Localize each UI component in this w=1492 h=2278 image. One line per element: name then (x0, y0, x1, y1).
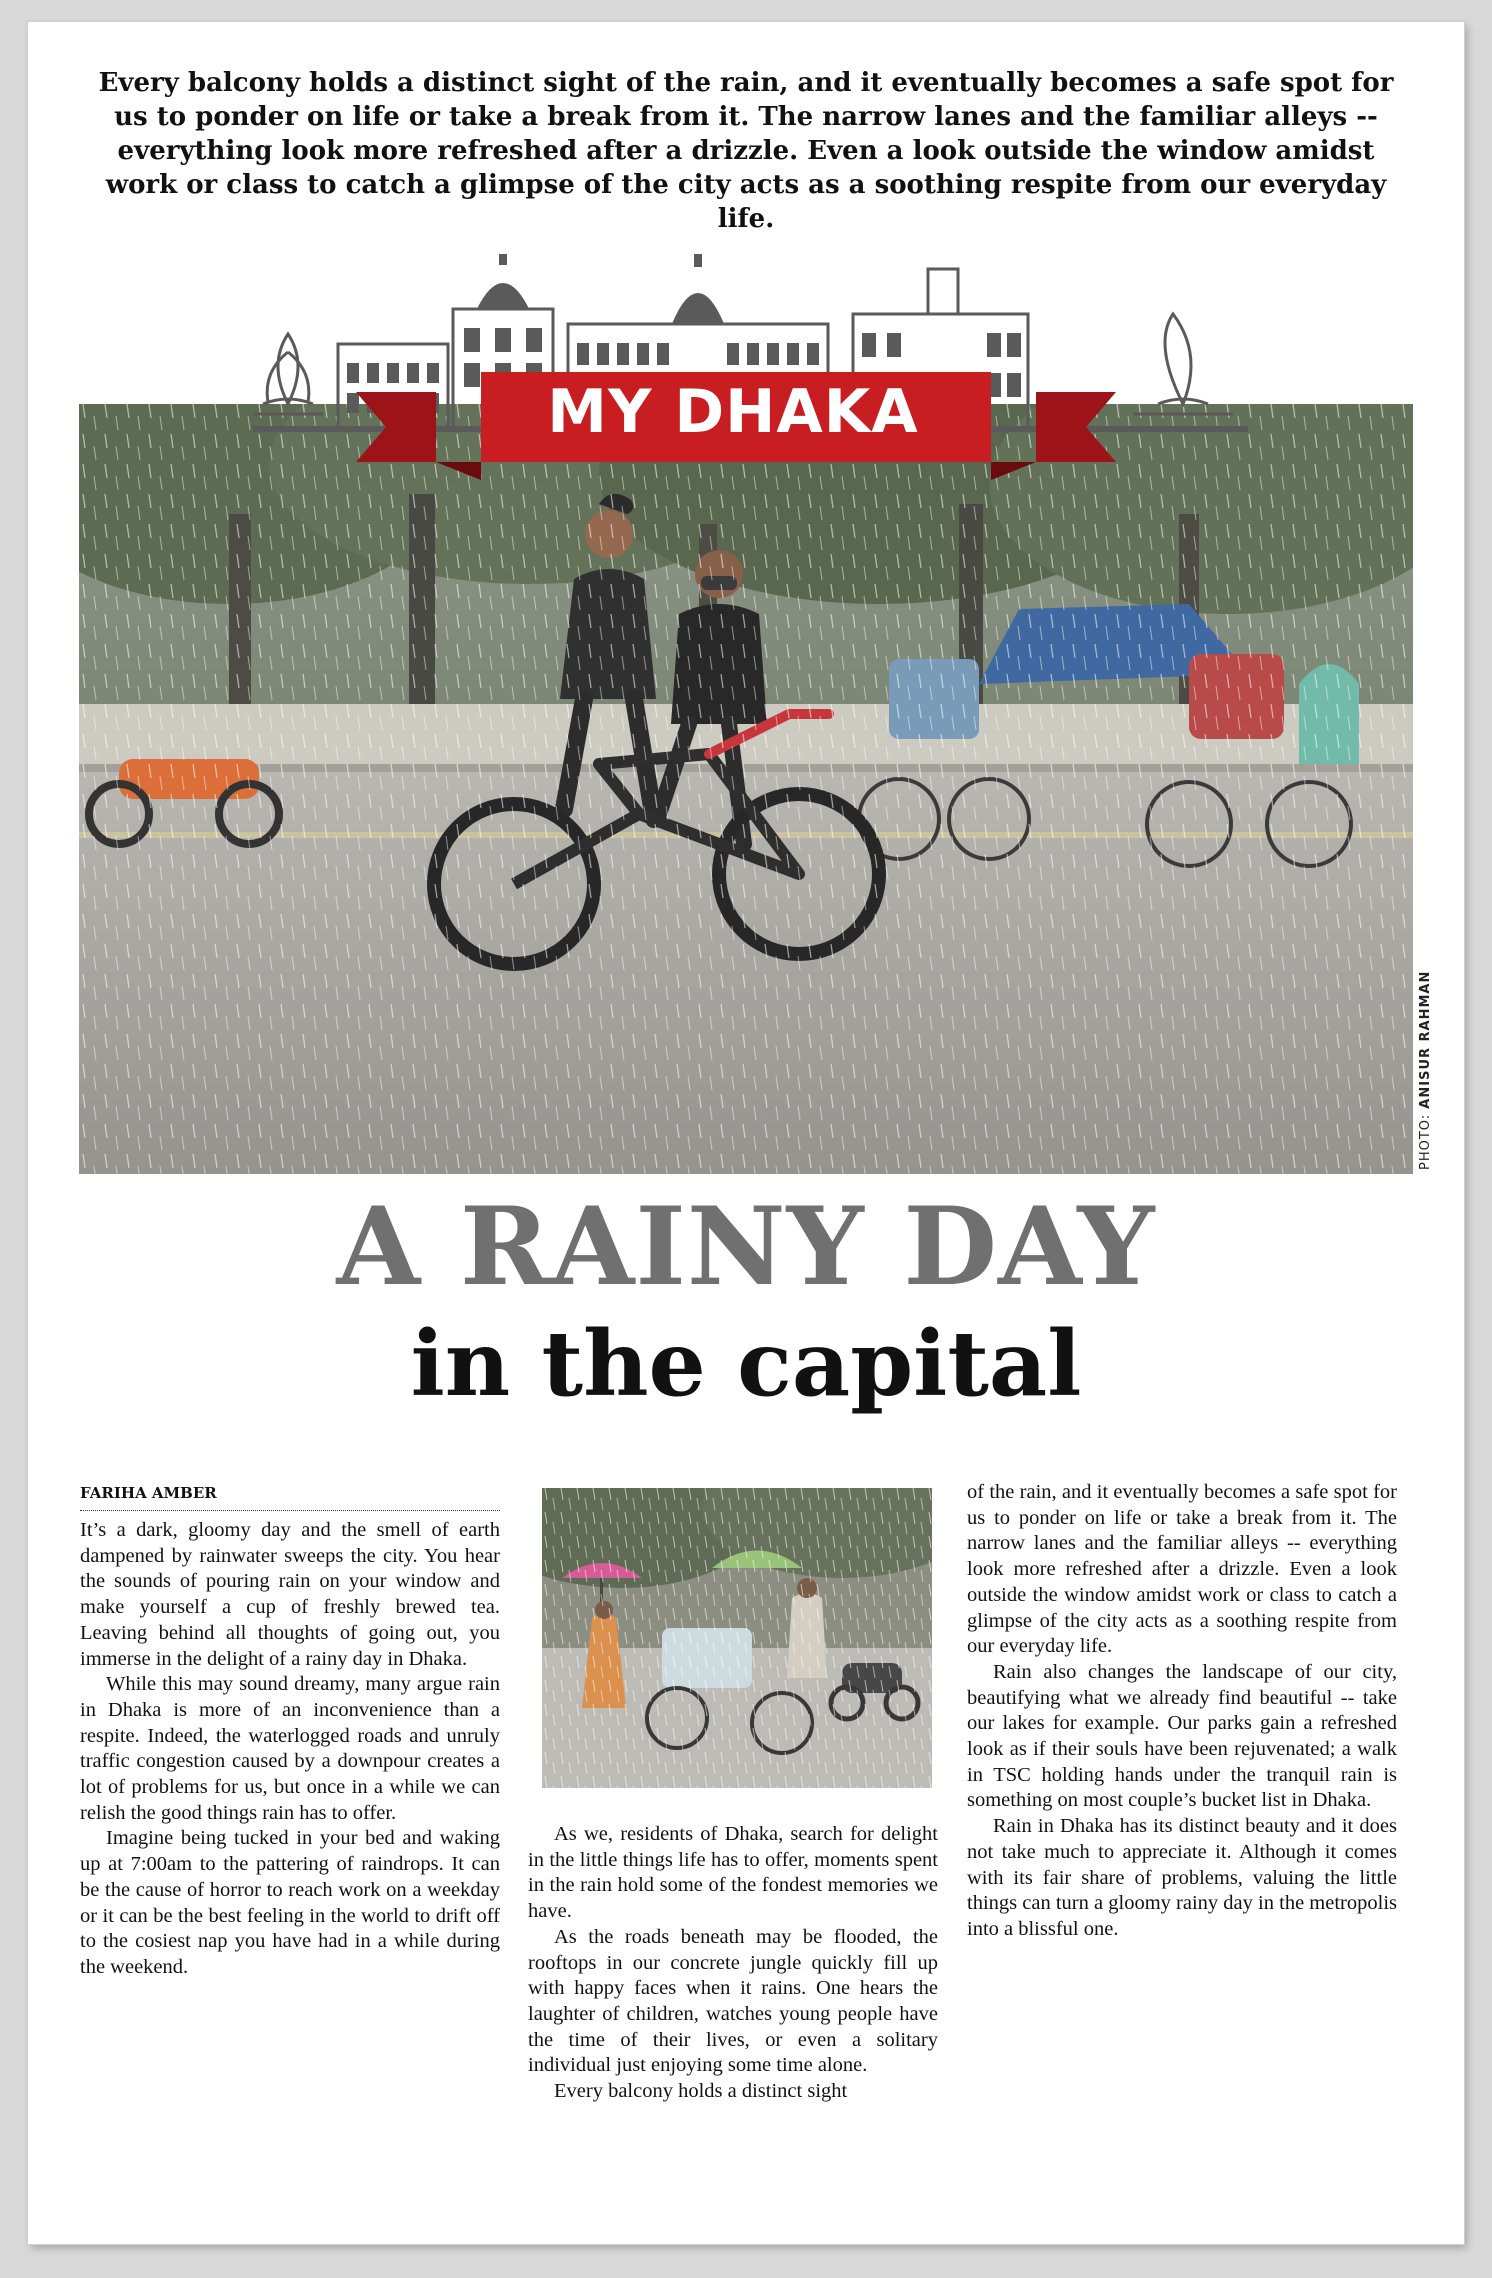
paragraph: Rain also changes the landscape of our city, beautifying what we already find beautiful -- take our lakes for example. Our parks gain a refreshed look as if their souls have been rejuvenated; a walk in TSC holding hands under the tranquil rain is something on most couple’s bucket list in Dhaka. (967, 1660, 1397, 1812)
article-column-3 (967, 1480, 1397, 1943)
inset-photo-illustration (542, 1488, 932, 1788)
article-column-1 (80, 1518, 500, 1981)
photo-credit (1418, 930, 1438, 1170)
paragraph: Every balcony holds a distinct sight (554, 2080, 848, 2103)
inset-photo-rickshaw-umbrellas (542, 1488, 932, 1788)
photo-credit-prefix: PHOTO: (1418, 1108, 1433, 1170)
article-column-2 (528, 1822, 938, 2105)
paragraph: As the roads beneath may be flooded, the rooftops in our concrete jungle quickly fill up with happy faces when it rains. One hears the laughter of children, watches young people have the time of their lives, or even a solitary individual just enjoying some time alone. (528, 1925, 938, 2077)
paragraph: As we, residents of Dhaka, search for delight in the little things life has to offer, moments spent in the rain hold some of the fondest memories we have. (528, 1823, 938, 1923)
subheadline: in the capital (410, 1311, 1082, 1417)
headline: A RAINY DAY (336, 1184, 1156, 1310)
paragraph: Rain in Dhaka has its distinct beauty and it does not take much to appreciate it. Although it comes with its fair share of problems, valuing the little things can turn a gloomy rainy day in the metropolis into a blissful one. (967, 1815, 1397, 1940)
paragraph: Imagine being tucked in your bed and waking up at 7:00am to the pattering of raindrops. It can be the cause of horror to reach work on a weekday or it can be the best feeling in the world to drift off to the cosiest nap you have had in a while during the weekend. (80, 1827, 500, 1978)
paragraph: It’s a dark, gloomy day and the smell of earth dampened by rainwater sweeps the city. You hear the sounds of pouring rain on your window and make yourself a cup of freshly brewed tea. Leaving behind all thoughts of going out, you immerse in the delight of a rainy day in Dhaka. (80, 1519, 500, 1670)
main-photo-rain-cyclists (79, 404, 1413, 1174)
byline: FARIHA AMBER (80, 1484, 500, 1511)
section-banner-title: MY DHAKA (547, 377, 919, 447)
newspaper-page (28, 22, 1464, 2244)
photo-credit-name: ANISUR RAHMAN (1418, 970, 1433, 1109)
paragraph: While this may sound dreamy, many argue rain in Dhaka is more of an inconvenience than a respite. Indeed, the waterlogged roads and unruly traffic congestion caused by a downpour creates a lot of problems for us, but once in a while we can relish the good things rain has to offer. (80, 1673, 500, 1824)
pull-quote: Every balcony holds a distinct sight of the rain, and it eventually becomes a safe spot for us to ponder on life or take a break from it. The narrow lanes and the familiar alleys -- everything look more refreshed after a drizzle. Even a look outside the window amidst work or class to catch a glimpse of the city acts as a soothing respite from our everyday life. (98, 68, 1394, 234)
main-photo-illustration (79, 404, 1413, 1174)
paragraph: of the rain, and it eventually becomes a safe spot for us to ponder on life or take a break from it. The narrow lanes and the familiar alleys -- everything look more refreshed after a drizzle. Even a look outside the window amidst work or class to catch a glimpse of the city acts as a soothing respite from our everyday life. (967, 1481, 1397, 1658)
